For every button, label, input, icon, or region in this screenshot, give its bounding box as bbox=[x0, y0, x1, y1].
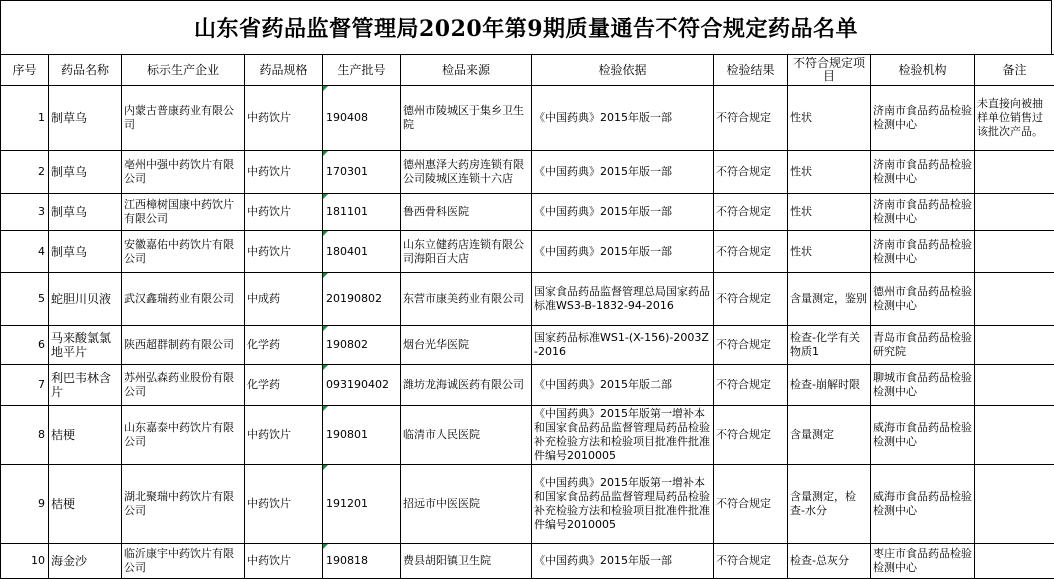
table-row bbox=[1, 273, 1054, 326]
cell-no: 4 bbox=[1, 231, 49, 273]
cell-maker: 江西樟树国康中药饮片有限公司 bbox=[122, 194, 245, 231]
cell-note bbox=[975, 273, 1054, 326]
cell-batch: 190801 bbox=[323, 406, 401, 465]
cell-name: 桔梗 bbox=[49, 465, 122, 544]
cell-maker: 临沂康宇中药饮片有限公司 bbox=[122, 544, 245, 579]
cell-item: 含量测定，检查-水分 bbox=[788, 465, 871, 544]
cell-result: 不符合规定 bbox=[714, 465, 788, 544]
cell-basis: 《中国药典》2015年版一部 bbox=[532, 151, 714, 194]
cell-basis: 《中国药典》2015年版第一增补本和国家食品药品监督管理局药品检验补充检验方法和检验项目批准件批准件编号2010005 bbox=[532, 465, 714, 544]
cell-name: 桔梗 bbox=[49, 406, 122, 465]
table-row bbox=[1, 326, 1054, 365]
cell-item: 性状 bbox=[788, 86, 871, 151]
cell-item: 检查-崩解时限 bbox=[788, 365, 871, 406]
cell-name: 利巴韦林含片 bbox=[49, 365, 122, 406]
cell-basis: 国家食品药品监督管理总局国家药品标准WS3-B-1832-94-2016 bbox=[532, 273, 714, 326]
cell-result: 不符合规定 bbox=[714, 273, 788, 326]
cell-spec: 化学药 bbox=[245, 326, 323, 365]
cell-spec: 中成药 bbox=[245, 273, 323, 326]
col-header-note: 备注 bbox=[975, 55, 1054, 86]
cell-no: 2 bbox=[1, 151, 49, 194]
cell-org: 威海市食品药品检验检测中心 bbox=[871, 465, 975, 544]
cell-no: 5 bbox=[1, 273, 49, 326]
cell-source: 鲁西骨科医院 bbox=[401, 194, 532, 231]
table-row bbox=[1, 365, 1054, 406]
cell-note bbox=[975, 194, 1054, 231]
cell-basis: 《中国药典》2015年版第一增补本和国家食品药品监督管理局药品检验补充检验方法和检验项目批准件批准件编号2010005 bbox=[532, 406, 714, 465]
cell-maker: 湖北聚瑞中药饮片有限公司 bbox=[122, 465, 245, 544]
cell-spec: 中药饮片 bbox=[245, 231, 323, 273]
cell-spec: 化学药 bbox=[245, 365, 323, 406]
table-header-row bbox=[1, 55, 1054, 86]
cell-note bbox=[975, 544, 1054, 579]
cell-source: 潍坊龙海诚医药有限公司 bbox=[401, 365, 532, 406]
col-header-batch: 生产批号 bbox=[323, 55, 401, 86]
cell-source: 招远市中医医院 bbox=[401, 465, 532, 544]
cell-no: 10 bbox=[1, 544, 49, 579]
cell-name: 海金沙 bbox=[49, 544, 122, 579]
cell-spec: 中药饮片 bbox=[245, 465, 323, 544]
cell-org: 济南市食品药品检验检测中心 bbox=[871, 231, 975, 273]
cell-result: 不符合规定 bbox=[714, 544, 788, 579]
cell-source: 烟台光华医院 bbox=[401, 326, 532, 365]
col-header-basis: 检验依据 bbox=[532, 55, 714, 86]
page-title: 山东省药品监督管理局2020年第9期质量通告不符合规定药品名单 bbox=[0, 0, 1052, 54]
table-row bbox=[1, 544, 1054, 579]
cell-spec: 中药饮片 bbox=[245, 544, 323, 579]
cell-result: 不符合规定 bbox=[714, 194, 788, 231]
cell-item: 性状 bbox=[788, 231, 871, 273]
cell-batch: 170301 bbox=[323, 151, 401, 194]
cell-maker: 安徽嘉佑中药饮片有限公司 bbox=[122, 231, 245, 273]
cell-result: 不符合规定 bbox=[714, 231, 788, 273]
cell-maker: 武汉鑫瑞药业有限公司 bbox=[122, 273, 245, 326]
cell-note bbox=[975, 231, 1054, 273]
cell-item: 含量测定，鉴别 bbox=[788, 273, 871, 326]
cell-maker: 苏州弘森药业股份有限公司 bbox=[122, 365, 245, 406]
cell-spec: 中药饮片 bbox=[245, 151, 323, 194]
cell-no: 7 bbox=[1, 365, 49, 406]
cell-note bbox=[975, 365, 1054, 406]
cell-org: 聊城市食品药品检验检测中心 bbox=[871, 365, 975, 406]
cell-name: 制草乌 bbox=[49, 231, 122, 273]
cell-basis: 《中国药典》2015年版一部 bbox=[532, 544, 714, 579]
cell-note bbox=[975, 151, 1054, 194]
cell-item: 含量测定 bbox=[788, 406, 871, 465]
cell-batch: 181101 bbox=[323, 194, 401, 231]
cell-maker: 亳州中强中药饮片有限公司 bbox=[122, 151, 245, 194]
cell-org: 威海市食品药品检验检测中心 bbox=[871, 406, 975, 465]
cell-note: 未直接向被抽样单位销售过该批次产品。 bbox=[975, 86, 1054, 151]
cell-no: 9 bbox=[1, 465, 49, 544]
col-header-result: 检验结果 bbox=[714, 55, 788, 86]
cell-org: 德州市食品药品检验检测中心 bbox=[871, 273, 975, 326]
table-row bbox=[1, 194, 1054, 231]
table-row bbox=[1, 151, 1054, 194]
cell-spec: 中药饮片 bbox=[245, 86, 323, 151]
col-header-maker: 标示生产企业 bbox=[122, 55, 245, 86]
cell-basis: 《中国药典》2015年版一部 bbox=[532, 194, 714, 231]
cell-org: 济南市食品药品检验检测中心 bbox=[871, 151, 975, 194]
cell-no: 1 bbox=[1, 86, 49, 151]
table-row bbox=[1, 465, 1054, 544]
cell-maker: 山东嘉泰中药饮片有限公司 bbox=[122, 406, 245, 465]
cell-org: 济南市食品药品检验检测中心 bbox=[871, 194, 975, 231]
cell-source: 德州市陵城区于集乡卫生院 bbox=[401, 86, 532, 151]
col-header-no: 序号 bbox=[1, 55, 49, 86]
cell-name: 马来酸氯氯地平片 bbox=[49, 326, 122, 365]
cell-maker: 内蒙古普康药业有限公司 bbox=[122, 86, 245, 151]
cell-item: 检查-化学有关物质1 bbox=[788, 326, 871, 365]
cell-result: 不符合规定 bbox=[714, 326, 788, 365]
cell-result: 不符合规定 bbox=[714, 365, 788, 406]
cell-result: 不符合规定 bbox=[714, 406, 788, 465]
cell-org: 枣庄市食品药品检验检测中心 bbox=[871, 544, 975, 579]
cell-no: 3 bbox=[1, 194, 49, 231]
cell-maker: 陕西超群制药有限公司 bbox=[122, 326, 245, 365]
cell-spec: 中药饮片 bbox=[245, 406, 323, 465]
cell-source: 东营市康美药业有限公司 bbox=[401, 273, 532, 326]
cell-spec: 中药饮片 bbox=[245, 194, 323, 231]
cell-name: 蛇胆川贝液 bbox=[49, 273, 122, 326]
cell-org: 青岛市食品药品检验研究院 bbox=[871, 326, 975, 365]
table-row bbox=[1, 86, 1054, 151]
cell-batch: 093190402 bbox=[323, 365, 401, 406]
cell-item: 检查-总灰分 bbox=[788, 544, 871, 579]
cell-no: 8 bbox=[1, 406, 49, 465]
cell-org: 济南市食品药品检验检测中心 bbox=[871, 86, 975, 151]
cell-name: 制草乌 bbox=[49, 151, 122, 194]
drug-table bbox=[0, 54, 1054, 579]
cell-note bbox=[975, 465, 1054, 544]
cell-source: 德州惠泽大药房连锁有限公司陵城区连锁十六店 bbox=[401, 151, 532, 194]
col-header-item: 不符合规定项目 bbox=[788, 55, 871, 86]
col-header-spec: 药品规格 bbox=[245, 55, 323, 86]
cell-basis: 《中国药典》2015年版一部 bbox=[532, 86, 714, 151]
cell-result: 不符合规定 bbox=[714, 86, 788, 151]
cell-name: 制草乌 bbox=[49, 194, 122, 231]
col-header-org: 检验机构 bbox=[871, 55, 975, 86]
cell-source: 费县胡阳镇卫生院 bbox=[401, 544, 532, 579]
cell-source: 山东立健药店连锁有限公司海阳百大店 bbox=[401, 231, 532, 273]
table-row bbox=[1, 231, 1054, 273]
cell-item: 性状 bbox=[788, 194, 871, 231]
cell-result: 不符合规定 bbox=[714, 151, 788, 194]
cell-note bbox=[975, 326, 1054, 365]
cell-basis: 《中国药典》2015年版二部 bbox=[532, 365, 714, 406]
cell-basis: 国家药品标准WS1-(X-156)-2003Z-2016 bbox=[532, 326, 714, 365]
cell-batch: 190408 bbox=[323, 86, 401, 151]
cell-no: 6 bbox=[1, 326, 49, 365]
cell-batch: 20190802 bbox=[323, 273, 401, 326]
col-header-name: 药品名称 bbox=[49, 55, 122, 86]
cell-basis: 《中国药典》2015年版一部 bbox=[532, 231, 714, 273]
cell-batch: 180401 bbox=[323, 231, 401, 273]
cell-batch: 190802 bbox=[323, 326, 401, 365]
cell-name: 制草乌 bbox=[49, 86, 122, 151]
cell-note bbox=[975, 406, 1054, 465]
cell-source: 临清市人民医院 bbox=[401, 406, 532, 465]
table-row bbox=[1, 406, 1054, 465]
cell-batch: 190818 bbox=[323, 544, 401, 579]
cell-batch: 191201 bbox=[323, 465, 401, 544]
col-header-source: 检品来源 bbox=[401, 55, 532, 86]
cell-item: 性状 bbox=[788, 151, 871, 194]
